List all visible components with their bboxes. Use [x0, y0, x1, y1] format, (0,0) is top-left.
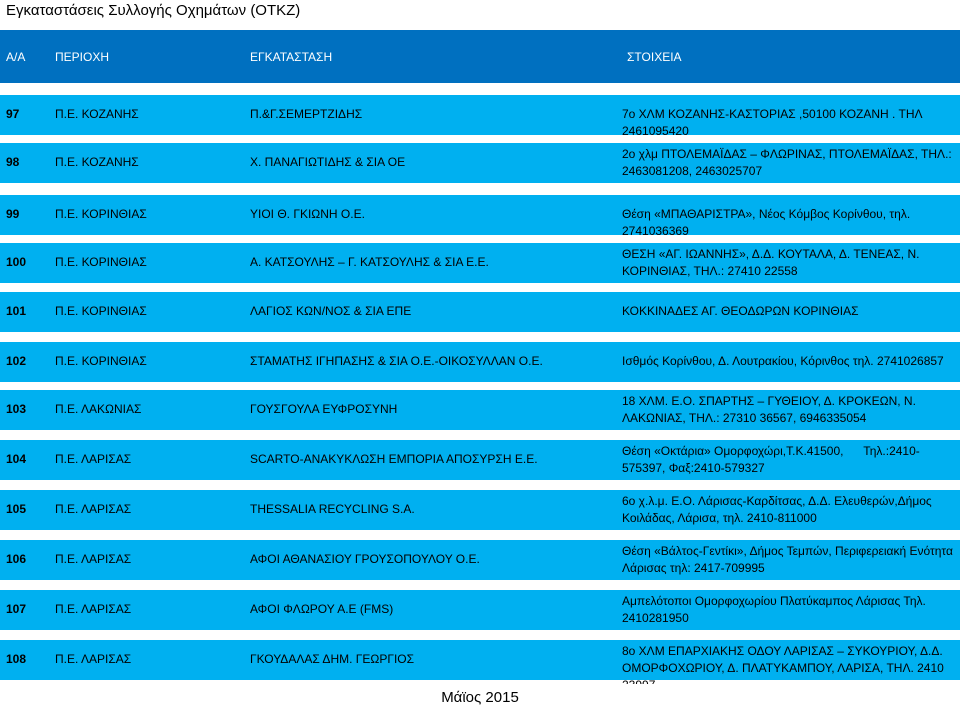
table-row	[0, 195, 960, 238]
row-details: 2ο χλμ ΠΤΟΛΕΜΑΪΔΑΣ – ΦΛΩΡΙΝΑΣ, ΠΤΟΛΕΜΑΪΔΑΣ, ΤΗΛ.: 2463081208, 2463025707	[622, 147, 952, 178]
row-facility: Α. ΚΑΤΣΟΥΛΗΣ – Γ. ΚΑΤΣΟΥΛΗΣ & ΣΙΑ Ε.Ε.	[250, 255, 489, 269]
row-region: Π.Ε. ΛΑΚΩΝΙΑΣ	[55, 402, 142, 416]
row-details: ΘΕΣΗ «ΑΓ. ΙΩΑΝΝΗΣ», Δ.Δ. ΚΟΥΤΑΛΑ, Δ. ΤΕΝΕΑΣ, Ν. ΚΟΡΙΝΘΙΑΣ, ΤΗΛ.: 27410 22558	[622, 247, 920, 278]
table-row	[0, 590, 960, 630]
row-aa: 107	[6, 602, 27, 616]
row-aa: 101	[6, 304, 27, 318]
header-facility: ΕΓΚΑΤΑΣΤΑΣΗ	[250, 50, 333, 64]
table-row	[0, 390, 960, 430]
row-region: Π.Ε. ΛΑΡΙΣΑΣ	[55, 652, 132, 666]
table-row	[0, 292, 960, 332]
row-aa: 102	[6, 354, 27, 368]
row-details: 18 ΧΛΜ. Ε.Ο. ΣΠΑΡΤΗΣ – ΓΥΘΕΙΟΥ, Δ. ΚΡΟΚΕΩΝ, Ν. ΛΑΚΩΝΙΑΣ, ΤΗΛ.: 27310 36567, 6946335054	[622, 394, 916, 425]
row-region: Π.Ε. ΚΟΖΑΝΗΣ	[55, 107, 139, 121]
row-region: Π.Ε. ΚΟΖΑΝΗΣ	[55, 155, 139, 169]
row-facility: SCARTO-ΑΝΑΚΥΚΛΩΣΗ ΕΜΠΟΡΙΑ ΑΠΟΣΥΡΣΗ Ε.Ε.	[250, 452, 538, 466]
row-region: Π.Ε. ΛΑΡΙΣΑΣ	[55, 452, 132, 466]
row-aa: 98	[6, 155, 20, 169]
row-facility: ΛΑΓΙΟΣ ΚΩΝ/ΝΟΣ & ΣΙΑ ΕΠΕ	[250, 304, 412, 318]
table-row	[0, 342, 960, 382]
row-details: Θέση «ΜΠΑΘΑΡΙΣΤΡΑ», Νέος Κόμβος Κορίνθου, τηλ. 2741036369	[622, 207, 911, 238]
table-header	[0, 30, 960, 83]
row-region: Π.Ε. ΚΟΡΙΝΘΙΑΣ	[55, 354, 147, 368]
row-facility: THESSALIA RECYCLING S.A.	[250, 502, 415, 516]
row-details: 6ο χ.λ.μ. Ε.Ο. Λάρισας-Καρδίτσας, Δ.Δ. Ελευθερών,Δήμος Κοιλάδας, Λάρισα, τηλ. 2410-811000	[622, 494, 932, 525]
row-facility: ΓΚΟΥΔΑΛΑΣ ΔΗΜ. ΓΕΩΡΓΙΟΣ	[250, 652, 415, 666]
row-details: Θέση «Οκτάρια» Ομορφοχώρι,Τ.Κ.41500, Τηλ.:2410-575397, Φαξ:2410-579327	[622, 444, 920, 475]
table-row	[0, 540, 960, 580]
row-aa: 97	[6, 107, 20, 121]
row-details: 8ο ΧΛΜ ΕΠΑΡΧΙΑΚΗΣ ΟΔΟΥ ΛΑΡΙΣΑΣ – ΣΥΚΟΥΡΙΟΥ, Δ.Δ. ΟΜΟΡΦΟΧΩΡΙΟΥ, Δ. ΠΛΑΤΥΚΑΜΠΟΥ, ΛΑΡΙΣΑ, ΤΗΛ. 2410	[622, 644, 944, 675]
row-facility: ΑΦΟΙ ΦΛΩΡΟΥ Α.Ε (FMS)	[250, 602, 394, 616]
row-facility: ΑΦΟΙ ΑΘΑΝΑΣΙΟΥ ΓΡΟΥΣΟΠΟΥΛΟΥ Ο.Ε.	[250, 552, 480, 566]
row-details: Θέση «Βάλτος-Γεντίκι», Δήμος Τεμπών, Περιφερειακή Ενότητα Λάρισας τηλ: 2417-709995	[622, 544, 953, 575]
row-region: Π.Ε. ΚΟΡΙΝΘΙΑΣ	[55, 255, 147, 269]
row-facility: Χ. ΠΑΝΑΓΙΩΤΙΔΗΣ & ΣΙΑ ΟΕ	[250, 155, 406, 169]
table-row	[0, 243, 960, 283]
row-details: 7ο ΧΛΜ ΚΟΖΑΝΗΣ-ΚΑΣΤΟΡΙΑΣ ,50100 ΚΟΖΑΝΗ . ΤΗΛ 2461095420	[622, 107, 922, 138]
row-aa: 100	[6, 255, 27, 269]
table-row	[0, 490, 960, 530]
row-region: Π.Ε. ΚΟΡΙΝΘΙΑΣ	[55, 207, 147, 221]
row-facility: ΥΙΟΙ Θ. ΓΚΙΩΝΗ Ο.Ε.	[250, 207, 365, 221]
table-row	[0, 95, 960, 138]
row-aa: 104	[6, 452, 27, 466]
row-facility: ΓΟΥΣΓΟΥΛΑ ΕΥΦΡΟΣΥΝΗ	[250, 402, 398, 416]
row-region: Π.Ε. ΛΑΡΙΣΑΣ	[55, 552, 132, 566]
row-facility: ΣΤΑΜΑΤΗΣ ΙΓΗΠΑΣΗΣ & ΣΙΑ Ο.Ε.-ΟΙΚΟΣΥΛΛΑΝ Ο.Ε.	[250, 354, 543, 368]
row-region: Π.Ε. ΛΑΡΙΣΑΣ	[55, 602, 132, 616]
footer-date: Μάϊος 2015	[0, 684, 960, 711]
row-region: Π.Ε. ΚΟΡΙΝΘΙΑΣ	[55, 304, 147, 318]
row-details: ΚΟΚΚΙΝΑΔΕΣ ΑΓ. ΘΕΟΔΩΡΩΝ ΚΟΡΙΝΘΙΑΣ	[622, 304, 859, 318]
row-details: Ισθμός Κορίνθου, Δ. Λουτρακίου, Κόρινθος τηλ. 2741026857	[622, 354, 944, 368]
row-region: Π.Ε. ΛΑΡΙΣΑΣ	[55, 502, 132, 516]
table-row	[0, 640, 960, 680]
row-aa: 108	[6, 652, 27, 666]
row-aa: 105	[6, 502, 27, 516]
page-title: Εγκαταστάσεις Συλλογής Οχημάτων (ΟΤΚΖ)	[0, 0, 960, 28]
header-details: ΣΤΟΙΧΕΙΑ	[627, 50, 682, 64]
table-row	[0, 143, 960, 183]
row-aa: 103	[6, 402, 27, 416]
table-row	[0, 440, 960, 480]
header-aa: Α/Α	[6, 50, 26, 64]
header-region: ΠΕΡΙΟΧΗ	[55, 50, 110, 64]
row-aa: 106	[6, 552, 27, 566]
row-details: Αμπελότοποι Ομορφοχωρίου Πλατύκαμπος Λάρισας Τηλ. 2410281950	[622, 594, 926, 625]
row-aa: 99	[6, 207, 20, 221]
row-facility: Π.&Γ.ΣΕΜΕΡΤΖΙΔΗΣ	[250, 107, 363, 121]
